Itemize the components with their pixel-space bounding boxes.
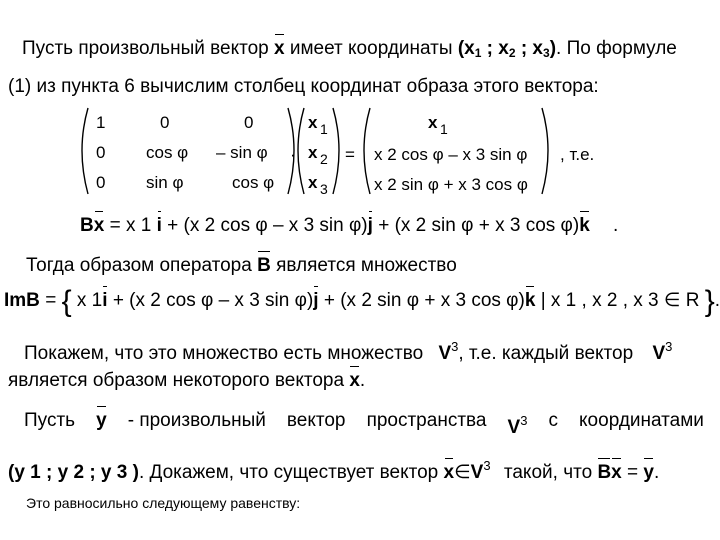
matrix-cell-1-1: 1 (96, 113, 106, 132)
vec-x3: x (308, 173, 318, 192)
equals-sign: = (345, 145, 355, 164)
vec-x2-sub: 2 (320, 151, 328, 167)
paragraph-2: Тогда образом оператора B является множество (26, 255, 457, 276)
paragraph-3-line-2: является образом некоторого вектора x. (8, 370, 366, 391)
matrix-cell-2-2: cos φ (146, 143, 189, 162)
vec-x1: x (308, 113, 318, 132)
paragraph-1-line-2: (1) из пункта 6 вычислим столбец координат образа этого вектора: (8, 76, 599, 97)
vec-x2: x (308, 143, 318, 162)
paragraph-4-line-2: (y 1 ; y 2 ; y 3 ). Докажем, что существует вектор $x\in V^3$ такой, что Bx = y. (8, 458, 660, 483)
vector-x: x (274, 38, 285, 59)
paragraph-3-line-1: Покажем, что это множество есть множество $V^3$, т.е. каждый вектор $V^3$ (24, 339, 673, 364)
matrix-cell-1-2: 0 (160, 113, 170, 132)
matrix-cell-1-3: 0 (244, 113, 254, 132)
matrix-cell-3-2: sin φ (146, 173, 184, 192)
matrix-cell-2-3: – sin φ (216, 143, 268, 162)
coordinates: ($x_1$ ; $x_2$ ; $x_3$) (457, 38, 557, 60)
vec-x3-sub: 3 (320, 181, 328, 197)
vec-x1-sub: 1 (320, 121, 328, 137)
result-row-1-sub: 1 (440, 121, 448, 137)
unit-i: i (156, 215, 162, 236)
result-row-1: x (428, 113, 438, 132)
paragraph-1-line-1: Пусть произвольный вектор x имеет координаты ($x_1$ ; $x_2$ ; $x_3$). По формуле (22, 38, 677, 60)
image-set-equation: ImB = { x 1i + (x 2 cos φ – x 3 sin φ)j + (x 2 sin φ + x 3 cos φ)k | x 1 , x 2 , x 3 ∈ R }. (4, 285, 720, 318)
bx-equation: Bx = x 1 i + (x 2 cos φ – x 3 sin φ)j + (x 2 sin φ + x 3 cos φ)k . (80, 215, 619, 236)
unit-j: j (367, 215, 373, 236)
paragraph-4-line-1: Пусть y - произвольный вектор пространства $V^3$ с координатами (24, 410, 704, 438)
matrix-cell-3-1: 0 (96, 173, 106, 192)
right-brace: } (704, 285, 715, 318)
te-label: , т.е. (560, 145, 595, 164)
closing-line: Это равносильно следующему равенству: (26, 495, 301, 511)
matrix-cell-3-3: cos φ (232, 173, 275, 192)
dot-operator: · (290, 145, 296, 164)
left-brace: { (61, 285, 72, 318)
matrix-cell-2-1: 0 (96, 143, 106, 162)
result-row-2: x 2 cos φ – x 3 sin φ (374, 145, 528, 164)
result-row-3: x 2 sin φ + x 3 cos φ (374, 175, 528, 194)
unit-k: k (579, 215, 590, 236)
